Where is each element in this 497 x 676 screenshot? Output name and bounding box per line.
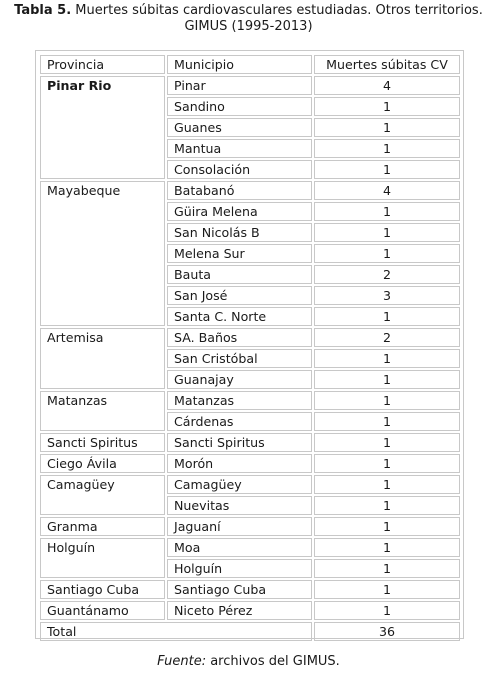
table-row — [40, 538, 460, 557]
province-cell: Ciego Ávila — [40, 454, 165, 473]
municipality-cell: Niceto Pérez — [167, 601, 312, 620]
municipality-cell: Batabanó — [167, 181, 312, 200]
province-cell: Pinar Rio — [40, 76, 165, 179]
municipality-cell: Sancti Spiritus — [167, 433, 312, 452]
source-text: archivos del GIMUS. — [206, 654, 340, 669]
municipality-cell: Moa — [167, 538, 312, 557]
source-label: Fuente: — [157, 654, 207, 669]
province-cell: Matanzas — [40, 391, 165, 431]
value-cell: 1 — [314, 580, 460, 599]
value-cell: 1 — [314, 202, 460, 221]
province-cell: Granma — [40, 517, 165, 536]
value-cell: 1 — [314, 559, 460, 578]
table-row — [40, 517, 460, 536]
province-cell: Holguín — [40, 538, 165, 578]
value-cell: 1 — [314, 139, 460, 158]
value-cell: 1 — [314, 223, 460, 242]
province-cell: Santiago Cuba — [40, 580, 165, 599]
table-caption — [0, 3, 497, 35]
value-cell: 1 — [314, 517, 460, 536]
municipality-cell: Morón — [167, 454, 312, 473]
source-note — [0, 654, 497, 669]
value-cell: 1 — [314, 496, 460, 515]
municipality-cell: Pinar — [167, 76, 312, 95]
municipality-cell: Bauta — [167, 265, 312, 284]
header-row — [40, 55, 460, 74]
municipality-cell: Nuevitas — [167, 496, 312, 515]
province-cell: Artemisa — [40, 328, 165, 389]
municipality-cell: SA. Baños — [167, 328, 312, 347]
municipality-cell: Camagüey — [167, 475, 312, 494]
value-cell: 1 — [314, 454, 460, 473]
value-cell: 3 — [314, 286, 460, 305]
municipality-cell: Jaguaní — [167, 517, 312, 536]
municipality-cell: Cárdenas — [167, 412, 312, 431]
value-cell: 1 — [314, 244, 460, 263]
caption-label: Tabla 5. — [14, 3, 72, 18]
value-cell: 1 — [314, 160, 460, 179]
value-cell: 4 — [314, 181, 460, 200]
caption-text: Muertes súbitas cardiovasculares estudiadas. Otros territorios. — [71, 3, 483, 18]
province-cell: Sancti Spiritus — [40, 433, 165, 452]
value-cell: 1 — [314, 97, 460, 116]
value-cell: 2 — [314, 328, 460, 347]
value-cell: 2 — [314, 265, 460, 284]
municipality-cell: San Nicolás B — [167, 223, 312, 242]
municipality-cell: San José — [167, 286, 312, 305]
caption-line-2: GIMUS (1995-2013) — [184, 19, 313, 34]
data-table — [38, 53, 462, 643]
municipality-cell: Santiago Cuba — [167, 580, 312, 599]
table-row — [40, 475, 460, 494]
total-value: 36 — [314, 622, 460, 641]
municipality-cell: Santa C. Norte — [167, 307, 312, 326]
value-cell: 1 — [314, 601, 460, 620]
total-label: Total — [40, 622, 312, 641]
value-cell: 4 — [314, 76, 460, 95]
table-row — [40, 76, 460, 95]
table-row — [40, 181, 460, 200]
table-row — [40, 328, 460, 347]
province-cell: Mayabeque — [40, 181, 165, 326]
municipality-cell: Holguín — [167, 559, 312, 578]
municipality-cell: Sandino — [167, 97, 312, 116]
table-row — [40, 601, 460, 620]
total-row — [40, 622, 460, 641]
value-cell: 1 — [314, 307, 460, 326]
municipality-cell: Mantua — [167, 139, 312, 158]
municipality-cell: Melena Sur — [167, 244, 312, 263]
municipality-cell: Güira Melena — [167, 202, 312, 221]
column-header: Municipio — [167, 55, 312, 74]
caption-line-1 — [0, 3, 497, 19]
value-cell: 1 — [314, 412, 460, 431]
table-row — [40, 580, 460, 599]
column-header: Muertes súbitas CV — [314, 55, 460, 74]
table-row — [40, 391, 460, 410]
municipality-cell: San Cristóbal — [167, 349, 312, 368]
province-cell: Camagüey — [40, 475, 165, 515]
value-cell: 1 — [314, 538, 460, 557]
table-row — [40, 433, 460, 452]
province-cell: Guantánamo — [40, 601, 165, 620]
table-row — [40, 454, 460, 473]
municipality-cell: Consolación — [167, 160, 312, 179]
column-header: Provincia — [40, 55, 165, 74]
value-cell: 1 — [314, 391, 460, 410]
value-cell: 1 — [314, 433, 460, 452]
municipality-cell: Matanzas — [167, 391, 312, 410]
value-cell: 1 — [314, 475, 460, 494]
value-cell: 1 — [314, 118, 460, 137]
municipality-cell: Guanajay — [167, 370, 312, 389]
municipality-cell: Guanes — [167, 118, 312, 137]
value-cell: 1 — [314, 370, 460, 389]
value-cell: 1 — [314, 349, 460, 368]
